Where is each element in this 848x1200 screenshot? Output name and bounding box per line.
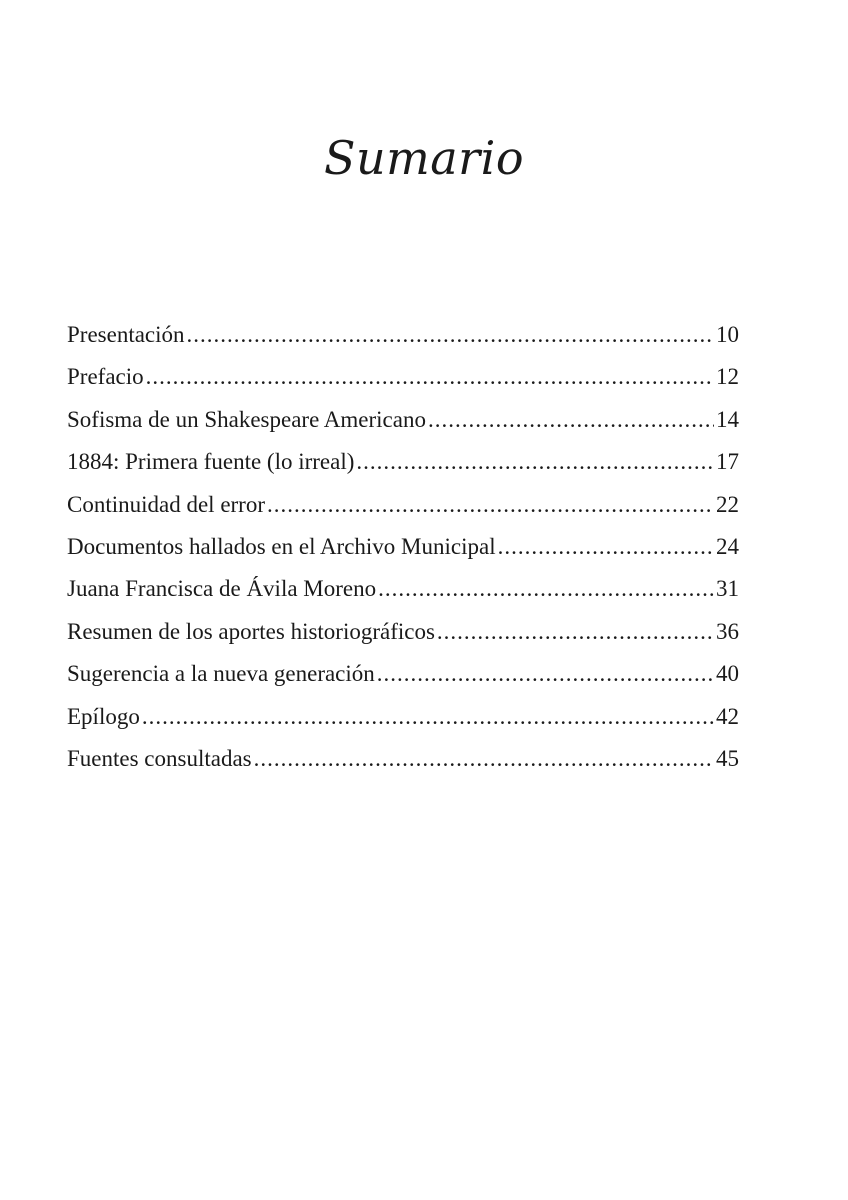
toc-entry-primera-fuente: [67, 441, 739, 483]
toc-entry-label: 1884: Primera fuente (lo irreal): [67, 449, 355, 475]
toc-entry-documentos: [67, 526, 739, 568]
toc-entry-page: 17: [716, 449, 739, 475]
toc-entry-sofisma: [67, 399, 739, 441]
dot-leader: [377, 653, 714, 695]
toc-entry-fuentes: [67, 738, 739, 780]
toc-entry-label: Juana Francisca de Ávila Moreno: [67, 576, 377, 602]
dot-leader: [146, 356, 714, 398]
dot-leader: [356, 441, 714, 483]
toc-entry-page: 45: [716, 745, 739, 771]
toc-entry-page: 10: [716, 322, 739, 347]
dot-leader: [254, 738, 714, 780]
toc-entry-page: 31: [716, 576, 739, 602]
toc-entry-label: Sugerencia a la nueva generación: [67, 661, 375, 687]
page-title: Sumario: [323, 131, 525, 185]
toc-entry-continuidad: [67, 484, 739, 526]
dot-leader: [498, 526, 714, 568]
toc-entry-page: 24: [716, 533, 739, 559]
toc-entry-label: Continuidad del error: [67, 491, 266, 517]
dot-leader: [428, 399, 714, 441]
toc-entry-page: 40: [716, 661, 739, 687]
toc-entry-label: Presentación: [67, 322, 185, 347]
toc-entry-label: Epílogo: [67, 703, 140, 729]
toc-entry-label: Prefacio: [67, 364, 144, 390]
toc-entry-label: Sofisma de un Shakespeare Americano: [67, 406, 426, 432]
toc-entry-label: Documentos hallados en el Archivo Municipal: [67, 533, 496, 559]
toc-entry-page: 42: [716, 703, 739, 729]
toc-entry-label: Resumen de los aportes historiográficos: [67, 618, 435, 644]
toc-entry-page: 22: [716, 491, 739, 517]
toc-entry-label: Fuentes consultadas: [67, 745, 252, 771]
table-of-contents: [67, 314, 739, 780]
dot-leader: [378, 568, 714, 610]
toc-entry-resumen: [67, 611, 739, 653]
toc-entry-sugerencia: [67, 653, 739, 695]
dot-leader: [267, 484, 714, 526]
dot-leader: [437, 611, 714, 653]
toc-entry-epilogo: [67, 696, 739, 738]
toc-entry-juana-francisca: [67, 568, 739, 610]
toc-entry-page: 14: [716, 406, 739, 432]
toc-entry-page: 36: [716, 618, 739, 644]
dot-leader: [142, 696, 714, 738]
dot-leader: [187, 314, 714, 356]
toc-entry-presentacion: [67, 314, 739, 356]
toc-entry-page: 12: [716, 364, 739, 390]
toc-entry-prefacio: [67, 356, 739, 398]
